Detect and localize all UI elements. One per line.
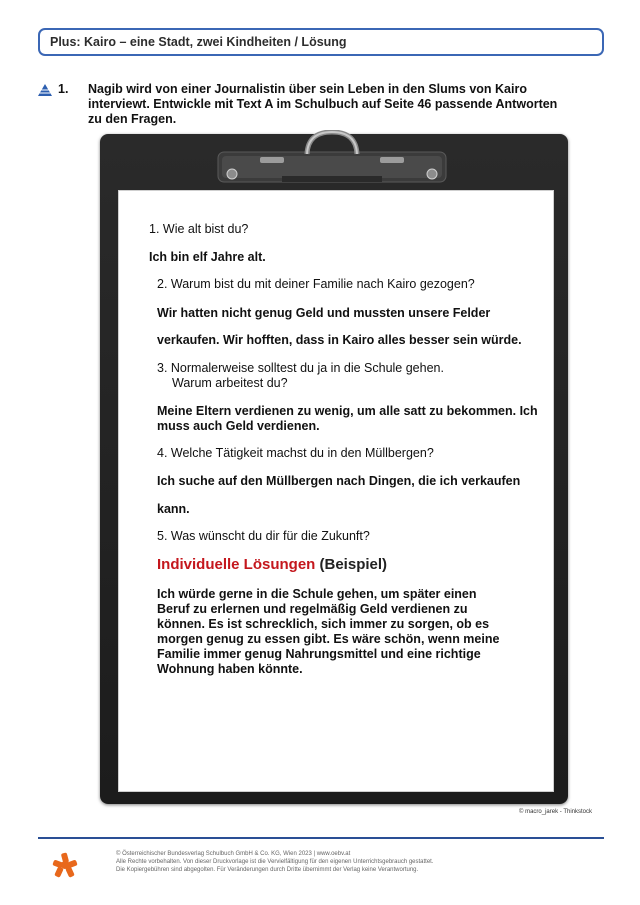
solution-line: morgen genug zu essen gibt. Es wäre schön, wenn meine	[157, 632, 500, 646]
solution-line: Familie immer genug Nahrungsmittel und eine richtige	[157, 647, 481, 661]
oebv-logo-icon	[52, 852, 78, 878]
header-box	[38, 28, 604, 56]
answer-2-line: Wir hatten nicht genug Geld und mussten unsere Felder	[157, 306, 491, 320]
footer-copyright	[116, 850, 586, 874]
triangle-level-icon	[38, 84, 52, 96]
answer-3-line: muss auch Geld verdienen.	[157, 419, 320, 433]
solution-line: können. Es ist schrecklich, sich immer zu sorgen, ob es	[157, 617, 490, 631]
task-number: 1.	[58, 82, 69, 96]
question-2: 2. Warum bist du mit deiner Familie nach Kairo gezogen?	[157, 277, 475, 291]
question-3-line: Warum arbeitest du?	[172, 376, 288, 390]
page-title: Plus: Kairo – eine Stadt, zwei Kindheiten / Lösung	[50, 35, 347, 49]
answer-1: Ich bin elf Jahre alt.	[149, 250, 266, 264]
question-4: 4. Welche Tätigkeit machst du in den Müllbergen?	[157, 446, 434, 460]
solution-line: Wohnung haben könnte.	[157, 662, 303, 676]
solution-heading-black: (Beispiel)	[319, 556, 388, 573]
task-line: Nagib wird von einer Journalistin über sein Leben in den Slums von Kairo	[88, 82, 527, 96]
question-1: 1. Wie alt bist du?	[149, 222, 249, 236]
solution-line: Ich würde gerne in die Schule gehen, um später einen	[157, 587, 477, 601]
task-instruction	[88, 82, 578, 127]
solution-heading	[157, 556, 387, 573]
question-3-line: 3. Normalerweise solltest du ja in die Schule gehen.	[157, 361, 444, 375]
footer-line: © Österreichischer Bundesverlag Schulbuch GmbH & Co. KG, Wien 2023 | www.oebv.at	[116, 851, 351, 857]
answer-4-line: Ich suche auf den Müllbergen nach Dingen, die ich verkaufen	[157, 474, 521, 488]
clipboard-clip-icon	[212, 130, 452, 192]
question-5: 5. Was wünscht du dir für die Zukunft?	[157, 529, 370, 543]
answer-3-line: Meine Eltern verdienen zu wenig, um alle satt zu bekommen. Ich	[157, 404, 538, 418]
solution-heading-red: Individuelle Lösungen	[157, 556, 316, 573]
footer-divider	[38, 837, 604, 839]
image-credit: © macro_jarek - Thinkstock	[519, 809, 592, 815]
answer-4-line: kann.	[157, 502, 190, 516]
footer-line: Alle Rechte vorbehalten. Von dieser Druckvorlage ist die Vervielfältigung für den eigenen Unterrichtsgebrauch gestattet.	[116, 859, 434, 865]
footer-line: Die Kopiergebühren sind abgegolten. Für Veränderungen durch Dritte übernimmt der Verlag keine Verantwortung.	[116, 867, 419, 873]
solution-line: Beruf zu erlernen und regelmäßig Geld verdienen zu	[157, 602, 468, 616]
task-line: zu den Fragen.	[88, 112, 177, 126]
task-line: interviewt. Entwickle mit Text A im Schulbuch auf Seite 46 passende Antworten	[88, 97, 558, 111]
answer-2-line: verkaufen. Wir hofften, dass in Kairo alles besser sein würde.	[157, 333, 522, 347]
